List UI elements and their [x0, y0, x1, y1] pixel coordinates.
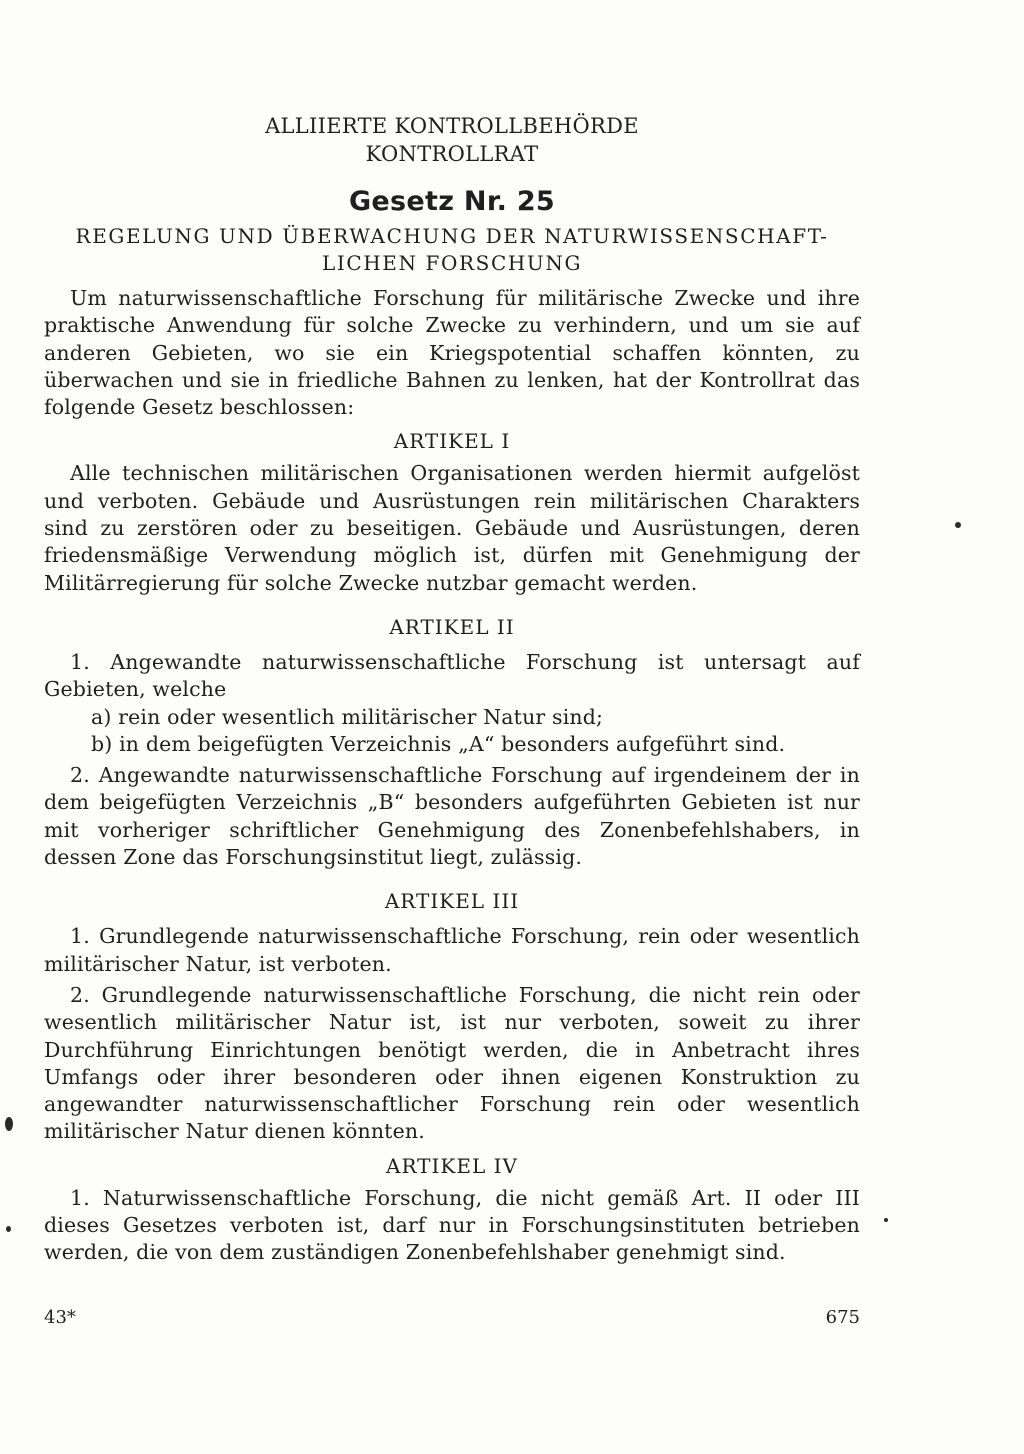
- article-2-paragraph-2: 2. Angewandte naturwissenschaftliche Forschung auf irgendeinem der in dem beigefügten Verzeichnis „B“ besonders aufgeführten Gebieten ist nur mit vorheriger schriftlicher Genehmigung des Zonenbefehlshabers, in dessen Zone das Forschungsinstitut liegt, zulässig.: [44, 763, 860, 870]
- article-2-item-a: a) rein oder wesentlich militärischer Natur sind;: [91, 704, 604, 729]
- page-footer: [44, 1307, 860, 1328]
- article-2-item-b: b) in dem beigefügten Verzeichnis „A“ besonders aufgeführt sind.: [91, 731, 786, 756]
- article-2-paragraph-1: 1. Angewandte naturwissenschaftliche Forschung ist untersagt auf Gebieten, welche: [44, 649, 860, 702]
- document-page: [44, 112, 860, 1267]
- scan-speck: [955, 522, 961, 528]
- signature-mark: 43*: [44, 1307, 76, 1328]
- article-4-heading: ARTIKEL IV: [386, 1153, 518, 1178]
- article-3-paragraph-1: 1. Grundlegende naturwissenschaftliche Forschung, rein oder wesentlich militärischer Natur, ist verboten.: [44, 924, 860, 976]
- authority-line-2: KONTROLLRAT: [365, 142, 539, 166]
- law-subject: [44, 223, 860, 277]
- scan-speck: [5, 1117, 13, 1131]
- article-3-paragraph-2: 2. Grundlegende naturwissenschaftliche Forschung, die nicht rein oder wesentlich militärischer Natur ist, ist nur verboten, soweit zu ihrer Durchführung Einrichtungen benötigt werden, die in Anbetracht ihres Umfangs oder ihrer besonderen oder ihnen eigenen Konstruktion zu angewandter naturwissenschaftlicher Forschung rein oder wesentlich militärischer Natur dienen könnten.: [44, 982, 860, 1144]
- authority-line-1: ALLIIERTE KONTROLLBEHÖRDE: [265, 114, 639, 138]
- page-number: 675: [825, 1307, 860, 1328]
- scan-speck: [6, 1226, 11, 1232]
- authority-header: [44, 112, 860, 168]
- scan-speck: [884, 1218, 888, 1222]
- article-1-text: Alle technischen militärischen Organisationen werden hiermit aufgelöst und verboten. Gebäude und Ausrüstungen rein militärischen Charakters sind zu zerstören oder zu beseitigen. Gebäude und Ausrüstungen, deren friedensmäßige Verwendung möglich ist, dürfen mit Genehmigung der Militärregierung für solche Zwecke nutzbar gemacht werden.: [44, 461, 860, 595]
- subject-line-2: LICHEN FORSCHUNG: [321, 251, 583, 275]
- article-3-heading: ARTIKEL III: [384, 889, 520, 914]
- article-2-heading: ARTIKEL II: [389, 614, 515, 639]
- preamble: Um naturwissenschaftliche Forschung für militärische Zwecke und ihre praktische Anwendung für solche Zwecke zu verhindern, und um sie auf anderen Gebieten, wo sie ein Kriegspotential schaffen könnten, zu überwachen und sie in friedliche Bahnen zu lenken, hat der Kontrollrat das folgende Gesetz beschlossen:: [44, 286, 860, 420]
- article-1-heading: ARTIKEL I: [393, 429, 511, 454]
- subject-line-1: REGELUNG UND ÜBERWACHUNG DER NATURWISSENSCHAFT-: [75, 224, 829, 248]
- law-title: Gesetz Nr. 25: [348, 186, 556, 217]
- article-4-paragraph-1: 1. Naturwissenschaftliche Forschung, die nicht gemäß Art. II oder III dieses Gesetzes verboten ist, darf nur in Forschungsinstituten betrieben werden, die von dem zuständigen Zonenbefehlshaber genehmigt sind.: [44, 1185, 860, 1265]
